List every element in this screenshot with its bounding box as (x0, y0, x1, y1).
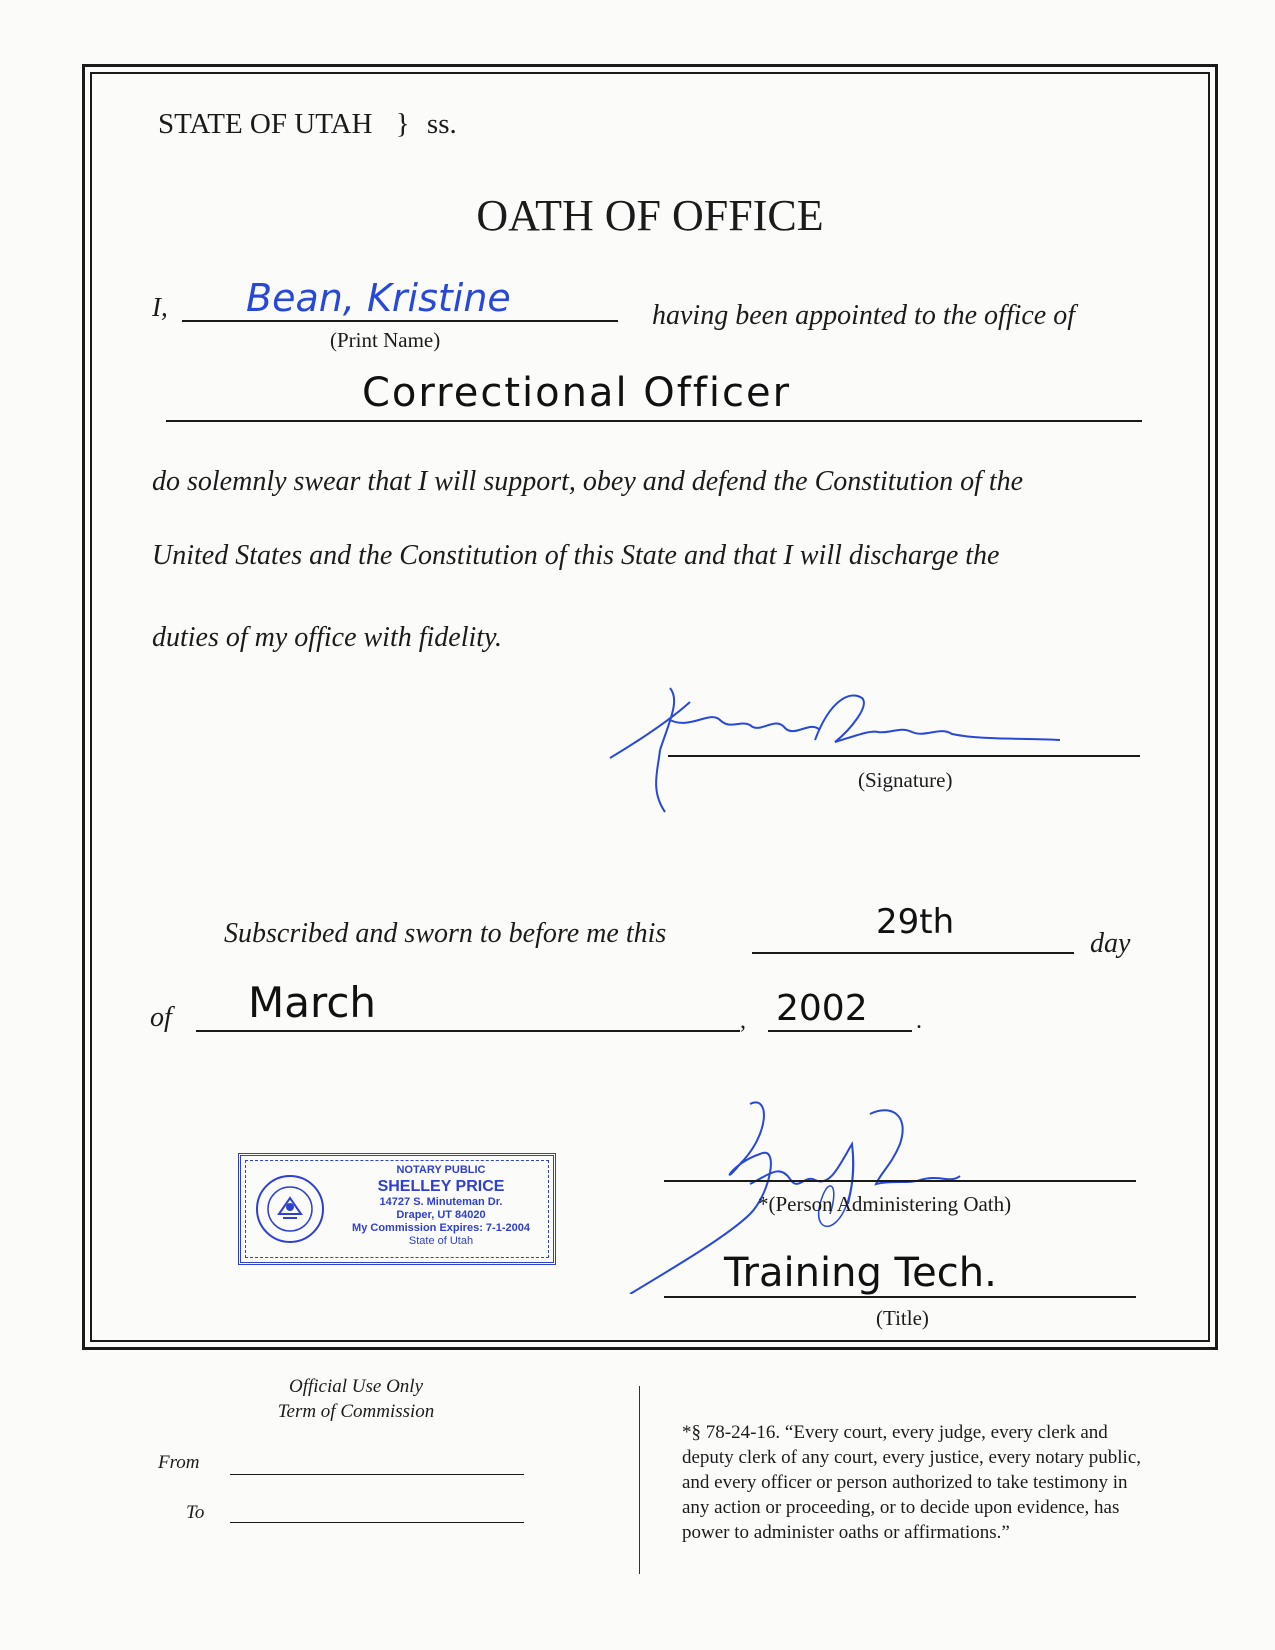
title-caption: (Title) (876, 1306, 929, 1330)
year-line (768, 1030, 912, 1032)
office-value: Correctional Officer (362, 370, 792, 416)
oath-body-line1: do solemnly swear that I will support, obey and defend the Constitution of the (152, 466, 1024, 497)
stamp-text (331, 1164, 551, 1248)
month-line (196, 1030, 740, 1032)
office-line (166, 420, 1142, 422)
day-label: day (1090, 928, 1131, 959)
utah-seal-icon (255, 1174, 325, 1244)
statute-text (682, 1420, 1222, 1545)
i-label: I, (152, 292, 168, 322)
official-use-heading (244, 1374, 468, 1424)
statute-line2: deputy clerk of any court, every justice, every notary public, (682, 1447, 1141, 1468)
month-value: March (248, 978, 377, 1027)
period: . (916, 1008, 922, 1034)
from-line[interactable] (230, 1474, 524, 1475)
from-label: From (158, 1452, 200, 1473)
notary-stamp (238, 1153, 556, 1265)
stamp-line3: 14727 S. Minuteman Dr. (379, 1196, 503, 1208)
title-line (664, 1296, 1136, 1298)
to-label: To (186, 1502, 205, 1523)
oath-taker-signature (600, 680, 1080, 820)
oath-body-line3: duties of my office with fidelity. (152, 622, 502, 653)
administrator-line (664, 1180, 1136, 1182)
footer-divider (639, 1386, 640, 1574)
document-title: OATH OF OFFICE (476, 191, 824, 240)
stamp-line6: State of Utah (408, 1235, 474, 1247)
year-value: 2002 (776, 988, 868, 1029)
brace-symbol: } (395, 108, 410, 140)
administrator-caption: *(Person Administering Oath) (758, 1192, 1012, 1216)
signature-caption: (Signature) (858, 768, 953, 792)
statute-line4: any action or proceeding, or to decide upon evidence, has (682, 1497, 1120, 1518)
day-value: 29th (876, 902, 955, 942)
ss-abbrev: ss. (426, 108, 457, 140)
statute-line5: power to administer oaths or affirmations.” (682, 1522, 1010, 1543)
statute-line3: and every officer or person authorized to take testimony in (682, 1472, 1128, 1493)
signature-line (668, 755, 1140, 757)
official-use-line: Official Use Only (288, 1376, 424, 1397)
day-line (752, 952, 1074, 954)
statute-line1: *§ 78-24-16. “Every court, every judge, every clerk and (682, 1422, 1108, 1443)
subscribed-text: Subscribed and sworn to before me this (224, 918, 667, 949)
stamp-line5: My Commission Expires: 7-1-2004 (352, 1222, 530, 1234)
of-label: of (150, 1002, 172, 1033)
print-name-caption: (Print Name) (330, 328, 441, 352)
title-value: Training Tech. (724, 1250, 997, 1296)
stamp-line2: SHELLEY PRICE (377, 1178, 505, 1195)
to-line[interactable] (230, 1522, 524, 1523)
state-heading (158, 108, 457, 141)
term-of-commission-line: Term of Commission (277, 1401, 435, 1422)
state-name: STATE OF UTAH (158, 108, 373, 140)
oath-body-line2: United States and the Constitution of this State and that I will discharge the (152, 540, 1000, 571)
stamp-line1: NOTARY PUBLIC (396, 1164, 486, 1176)
comma: , (740, 1008, 746, 1034)
appointed-text: having been appointed to the office of (652, 300, 1076, 331)
print-name-value: Bean, Kristine (246, 276, 511, 320)
stamp-line4: Draper, UT 84020 (396, 1209, 486, 1221)
print-name-line (182, 320, 618, 322)
